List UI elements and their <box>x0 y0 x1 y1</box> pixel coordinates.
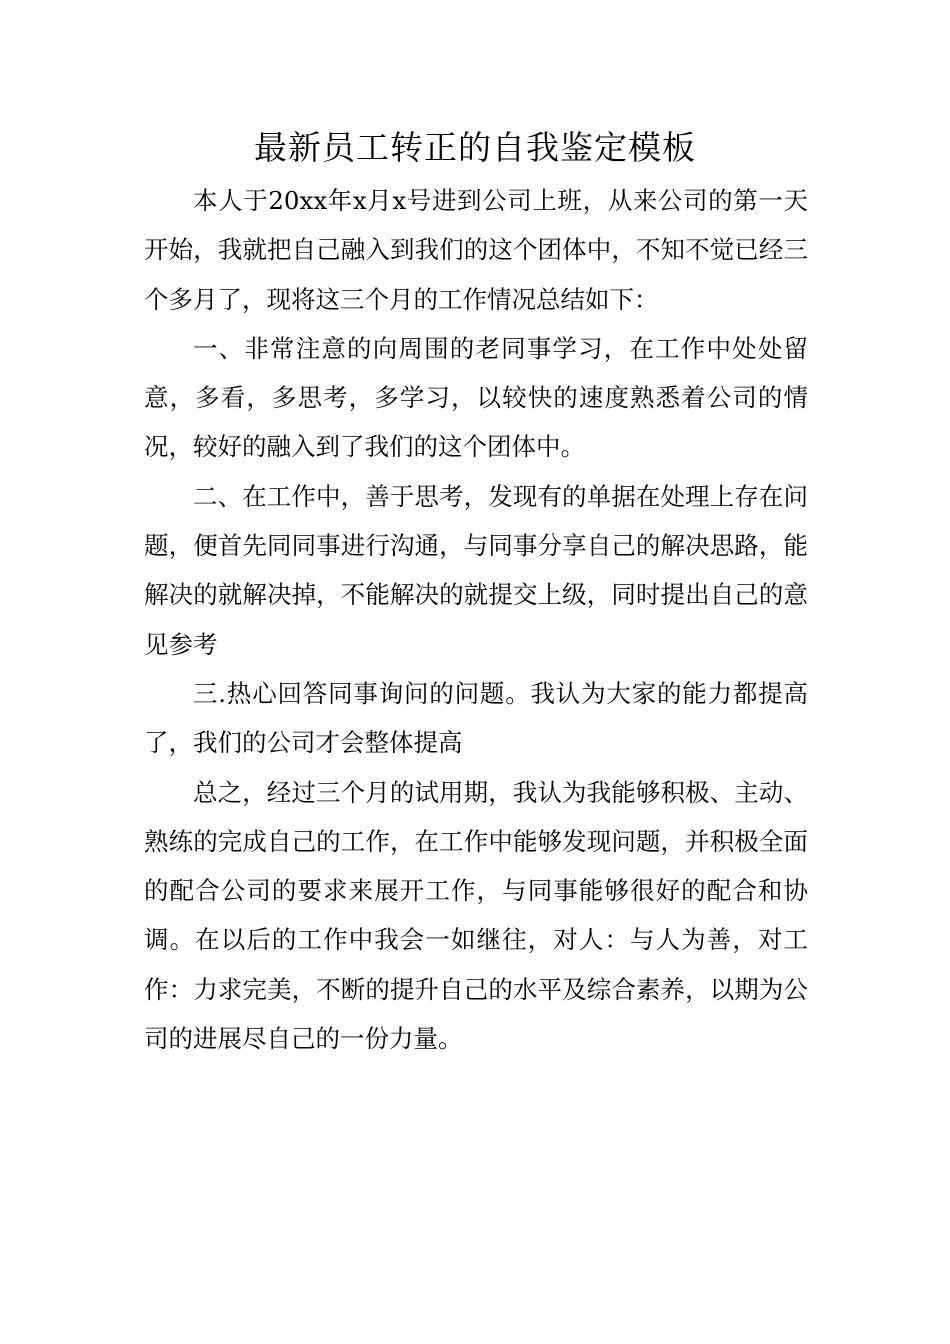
paragraph-point-2: 二、在工作中，善于思考，发现有的单据在处理上存在问题，便首先同同事进行沟通，与同事分享自己的解决思路，能解决的就解决掉，不能解决的就提交上级，同时提出自己的意见参考 <box>144 481 808 659</box>
paragraph-point-1: 一、非常注意的向周围的老同事学习，在工作中处处留意，多看，多思考，多学习，以较快的速度熟悉着公司的情况，较好的融入到了我们的这个团体中。 <box>144 333 808 462</box>
paragraph-point-3: 三.热心回答同事询问的问题。我认为大家的能力都提高了，我们的公司才会整体提高 <box>144 678 808 758</box>
document-body <box>144 176 808 1063</box>
paragraph-intro: 本人于20xx年x月x号进到公司上班，从来公司的第一天开始，我就把自己融入到我们的这个团体中，不知不觉已经三个多月了，现将这三个月的工作情况总结如下： <box>144 186 808 314</box>
paragraph-summary: 总之，经过三个月的试用期，我认为我能够积极、主动、熟练的完成自己的工作，在工作中能够发现问题，并积极全面的配合公司的要求来展开工作，与同事能够很好的配合和协调。在以后的工作中我会一如继往，对人：与人为善，对工作：力求完美，不断的提升自己的水平及综合素养，以期为公司的进展尽自己的一份力量。 <box>144 777 808 1054</box>
document-title: 最新员工转正的自我鉴定模板 <box>254 128 696 167</box>
